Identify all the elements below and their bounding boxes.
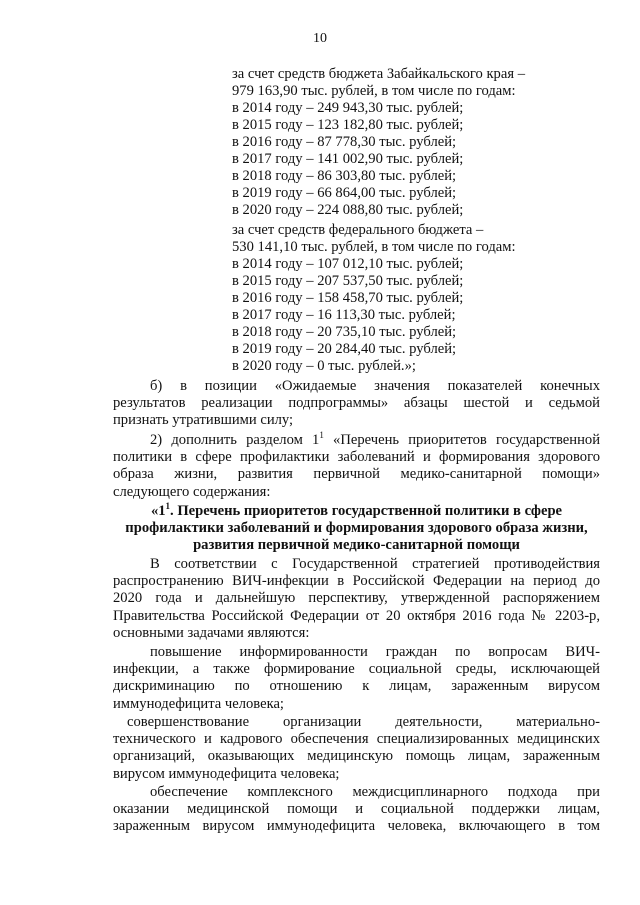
regional-year-line: в 2015 году – 123 182,80 тыс. рублей;: [232, 117, 464, 133]
federal-budget-total: 530 141,10 тыс. рублей, в том числе по годам:: [232, 239, 516, 255]
task-3-line: обеспечение комплексного междисциплинарного подхода при: [150, 784, 600, 800]
item-2-line: следующего содержания:: [113, 483, 271, 500]
task-2-line: совершенствование организации деятельности, материально-: [127, 714, 600, 730]
regional-year-line: в 2017 году – 141 002,90 тыс. рублей;: [232, 151, 464, 167]
task-1-line: дискриминацию по отношению к лицам, зараженным вирусом: [113, 678, 600, 695]
heading-line: [113, 503, 600, 520]
page-number: 10: [313, 31, 327, 46]
federal-year-line: в 2014 году – 107 012,10 тыс. рублей;: [232, 256, 464, 272]
strategy-line: Правительства Российской Федерации от 20 октября 2016 года № 2203-р,: [113, 607, 600, 624]
task-2-line: организаций, оказывающих медицинскую помощь лицам, зараженным: [113, 748, 600, 765]
item-b-paragraph: [113, 378, 600, 430]
task-2-line: технического и кадрового обеспечения специализированных медицинских: [113, 731, 600, 748]
regional-year-line: в 2016 году – 87 778,30 тыс. рублей;: [232, 134, 457, 150]
task-3-line: зараженным вирусом иммунодефицита человека, включающего в том: [113, 818, 600, 835]
federal-year-line: в 2019 году – 20 284,40 тыс. рублей;: [232, 341, 457, 357]
strategy-line: 2020 года и дальнейшую перспективу, утвержденной распоряжением: [113, 590, 600, 607]
task-1-line: повышение информированности граждан по вопросам ВИЧ-: [150, 644, 600, 660]
federal-year-line: в 2015 году – 207 537,50 тыс. рублей;: [232, 273, 464, 289]
strategy-line: В соответствии с Государственной стратегией противодействия: [150, 556, 600, 572]
item-2-text: «Перечень приоритетов государственной: [323, 432, 601, 448]
regional-year-line: в 2020 году – 224 088,80 тыс. рублей;: [232, 202, 464, 218]
task-2-paragraph: [113, 714, 600, 783]
task-2-line: вирусом иммунодефицита человека;: [113, 765, 340, 782]
item-2-text: 2) дополнить разделом 1: [150, 432, 320, 448]
item-b-line: б) в позиции «Ожидаемые значения показателей конечных: [150, 378, 600, 394]
item-2-line: образа жизни, развития первичной медико-санитарной помощи»: [113, 466, 600, 483]
task-1-line: иммунодефицита человека;: [113, 695, 284, 712]
strategy-line: основными задачами являются:: [113, 624, 310, 641]
item-2-line: [113, 432, 600, 449]
heading-line: развития первичной медико-санитарной помощи: [193, 537, 520, 554]
strategy-line: распространению ВИЧ-инфекции в Российской Федерации на период до: [113, 573, 600, 590]
federal-year-line: в 2016 году – 158 458,70 тыс. рублей;: [232, 290, 464, 306]
item-2-line: политики в сфере профилактики заболеваний и формирования здорового: [113, 449, 600, 466]
task-3-line: оказании медицинской помощи и социальной поддержки лицам,: [113, 801, 600, 818]
regional-year-line: в 2014 году – 249 943,30 тыс. рублей;: [232, 100, 464, 116]
heading-text: . Перечень приоритетов государственной политики в сфере: [170, 503, 563, 519]
task-1-line: инфекции, а также формирование социальной среды, исключающей: [113, 661, 600, 678]
item-b-line: признать утратившими силу;: [113, 412, 294, 429]
federal-year-line: в 2017 году – 16 113,30 тыс. рублей;: [232, 307, 456, 323]
regional-year-line: в 2019 году – 66 864,00 тыс. рублей;: [232, 185, 457, 201]
federal-budget-intro: за счет средств федерального бюджета –: [232, 222, 484, 238]
task-3-paragraph: [113, 784, 600, 836]
heading-line: профилактики заболеваний и формирования здорового образа жизни,: [125, 520, 588, 537]
federal-year-line: в 2020 году – 0 тыс. рублей.»;: [232, 358, 416, 374]
heading-text: «1: [150, 503, 166, 519]
superscript: 1: [165, 501, 171, 512]
regional-year-line: в 2018 году – 86 303,80 тыс. рублей;: [232, 168, 457, 184]
item-2-paragraph: [113, 432, 600, 501]
strategy-paragraph: [113, 556, 600, 642]
regional-budget-total: 979 163,90 тыс. рублей, в том числе по годам:: [232, 83, 516, 99]
regional-budget-intro: за счет средств бюджета Забайкальского края –: [232, 66, 525, 82]
federal-year-line: в 2018 году – 20 735,10 тыс. рублей;: [232, 324, 457, 340]
superscript: 1: [319, 430, 324, 441]
item-b-line: результатов реализации подпрограммы» абзацы шестой и седьмой: [113, 395, 600, 412]
task-1-paragraph: [113, 644, 600, 713]
section-heading: [113, 503, 600, 555]
